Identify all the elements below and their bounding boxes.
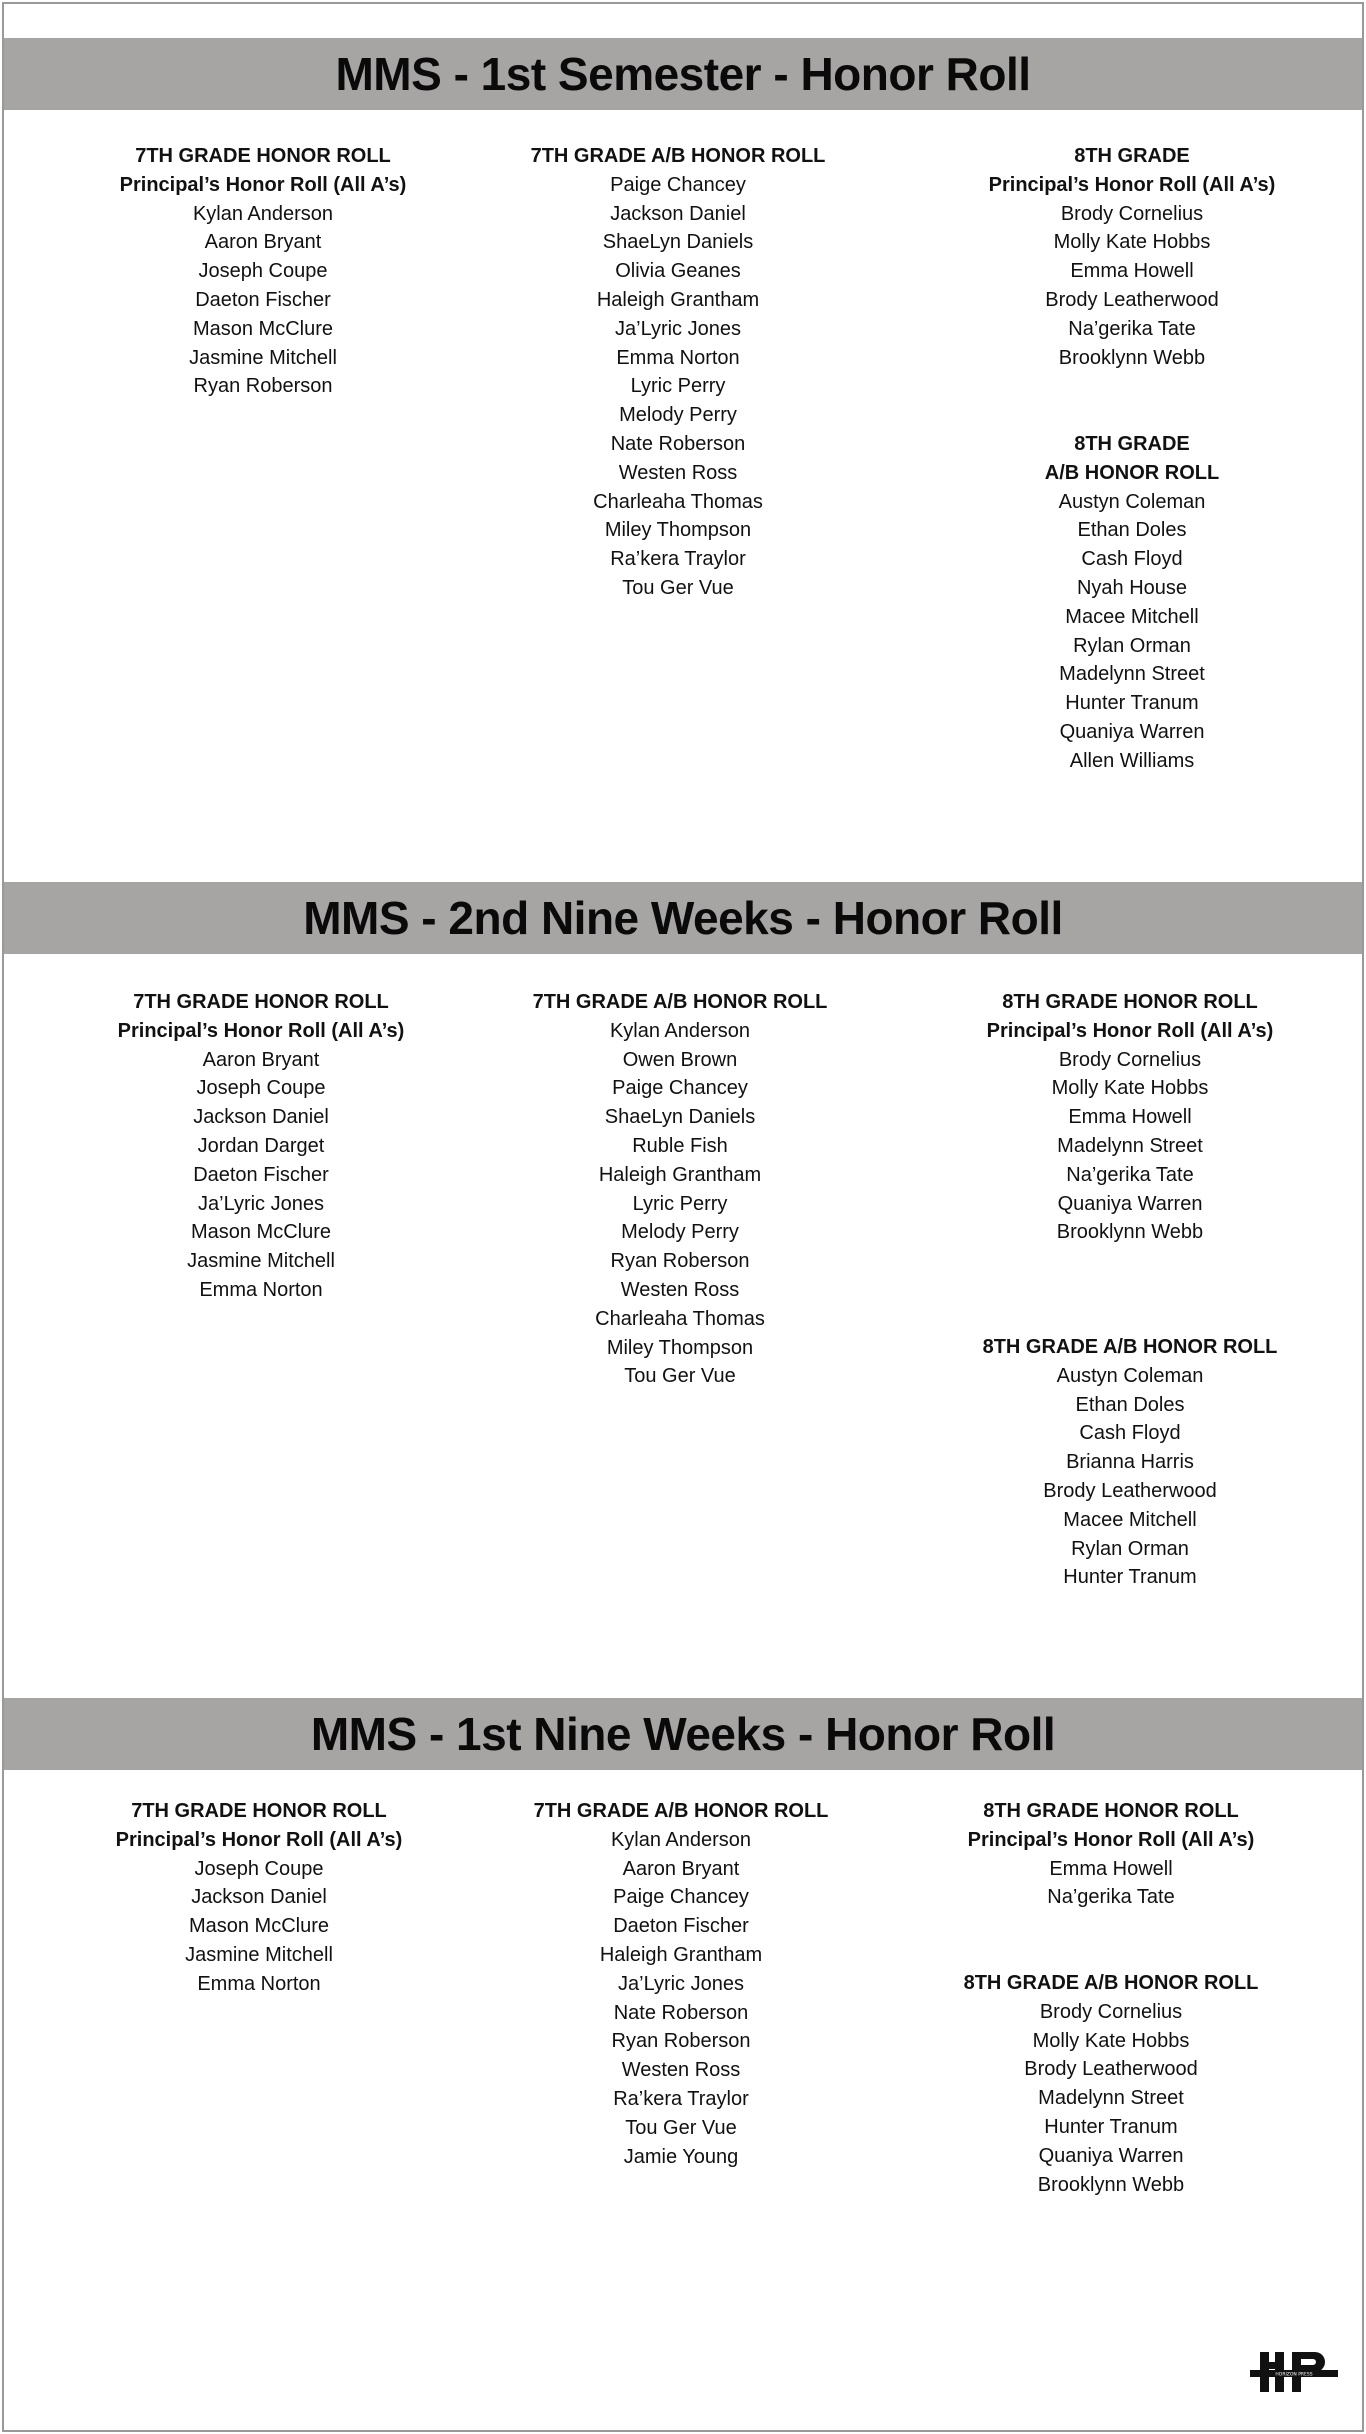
student-name: Macee Mitchell — [1065, 605, 1199, 628]
student-name: Austyn Coleman — [1056, 1364, 1204, 1387]
student-name: Ryan Roberson — [611, 2030, 751, 2053]
student-name: Mason McClure — [188, 1915, 330, 1938]
student-name: Joseph Coupe — [194, 1857, 324, 1880]
student-name: ShaeLyn Daniels — [604, 1106, 756, 1129]
student-name: Ja’Lyric Jones — [618, 1972, 744, 1995]
student-name: Ethan Doles — [1075, 1393, 1185, 1416]
student-name: Emma Howell — [1070, 260, 1194, 283]
student-name: Nyah House — [1076, 576, 1188, 599]
section-banner-1st-nine-weeks — [4, 1698, 1362, 1770]
student-name: Brianna Harris — [1066, 1451, 1194, 1474]
list-heading: 8TH GRADE A/B HONOR ROLL — [963, 1972, 1259, 1994]
student-name: Brody Cornelius — [1039, 2000, 1183, 2023]
list-heading: 7TH GRADE A/B HONOR ROLL — [532, 991, 828, 1013]
student-name: Jackson Daniel — [610, 202, 746, 225]
student-name: Aaron Bryant — [204, 231, 322, 254]
student-name: Haleigh Grantham — [596, 288, 760, 311]
list-8th-principals-honor-roll — [910, 988, 1350, 1247]
student-name: Hunter Tranum — [1065, 692, 1199, 715]
list-heading: Principal’s Honor Roll (All A’s) — [986, 1019, 1274, 1042]
list-heading: Principal’s Honor Roll (All A’s) — [119, 173, 407, 196]
student-name: Jasmine Mitchell — [187, 1250, 335, 1273]
student-name: Emma Howell — [1068, 1106, 1192, 1129]
student-name: Quaniya Warren — [1059, 720, 1205, 743]
section-banner-2nd-nine-weeks — [4, 882, 1362, 954]
student-name: Brody Cornelius — [1058, 1048, 1202, 1071]
student-name: Westen Ross — [620, 1278, 740, 1301]
student-name: Brody Leatherwood — [1045, 288, 1219, 311]
list-heading: Principal’s Honor Roll (All A’s) — [967, 1828, 1255, 1851]
student-name: Paige Chancey — [612, 1077, 748, 1100]
student-name: Melody Perry — [619, 404, 737, 427]
student-name: Molly Kate Hobbs — [1053, 231, 1211, 254]
list-heading: 7TH GRADE A/B HONOR ROLL — [530, 145, 826, 167]
student-name: Ethan Doles — [1077, 519, 1187, 542]
list-heading: 8TH GRADE — [1074, 433, 1190, 455]
svg-text:HORIZON PRESS: HORIZON PRESS — [1275, 2372, 1313, 2378]
list-heading: Principal’s Honor Roll (All A’s) — [115, 1828, 403, 1851]
student-name: ShaeLyn Daniels — [602, 231, 754, 254]
student-name: Cash Floyd — [1081, 548, 1183, 571]
student-name: Charleaha Thomas — [593, 490, 763, 513]
student-name: Hunter Tranum — [1044, 2115, 1178, 2138]
student-name: Haleigh Grantham — [599, 1943, 763, 1966]
student-name: Ra’kera Traylor — [610, 548, 746, 571]
list-heading: Principal’s Honor Roll (All A’s) — [117, 1019, 405, 1042]
student-name: Westen Ross — [621, 2059, 741, 2082]
student-name: Austyn Coleman — [1058, 490, 1206, 513]
student-name: Jackson Daniel — [193, 1106, 329, 1129]
list-heading: 7TH GRADE HONOR ROLL — [131, 1800, 387, 1822]
student-name: Miley Thompson — [604, 519, 752, 542]
student-name: Madelynn Street — [1038, 2087, 1184, 2110]
section-title: MMS - 1st Semester - Honor Roll — [335, 48, 1031, 100]
student-name: Ryan Roberson — [193, 375, 333, 398]
list-heading: 7TH GRADE HONOR ROLL — [135, 145, 391, 167]
student-name: Joseph Coupe — [198, 260, 328, 283]
student-name: Na’gerika Tate — [1066, 1163, 1194, 1186]
hp-logo-icon — [1250, 2348, 1338, 2394]
student-name: Joseph Coupe — [196, 1077, 326, 1100]
student-name: Westen Ross — [618, 461, 738, 484]
student-name: Nate Roberson — [613, 2001, 749, 2024]
student-name: Hunter Tranum — [1063, 1566, 1197, 1589]
list-7th-honor-roll — [39, 1797, 479, 1999]
student-name: Aaron Bryant — [202, 1048, 320, 1071]
list-8th-principals-honor-roll — [891, 1797, 1331, 1912]
list-7th-honor-roll — [43, 142, 483, 401]
student-name: Emma Howell — [1049, 1857, 1173, 1880]
student-name: Haleigh Grantham — [598, 1163, 762, 1186]
list-7th-honor-roll — [41, 988, 481, 1305]
student-name: Rylan Orman — [1071, 1537, 1189, 1560]
student-name: Ja’Lyric Jones — [615, 317, 741, 340]
student-name: Molly Kate Hobbs — [1051, 1077, 1209, 1100]
student-name: Ryan Roberson — [610, 1250, 750, 1273]
student-name: Brody Leatherwood — [1024, 2058, 1198, 2081]
student-name: Emma Norton — [616, 346, 740, 369]
student-name: Mason McClure — [192, 317, 334, 340]
student-name: Aaron Bryant — [622, 1857, 740, 1880]
student-name: Tou Ger Vue — [625, 2116, 737, 2139]
student-name: Lyric Perry — [630, 375, 726, 398]
student-name: Miley Thompson — [606, 1336, 754, 1359]
student-name: Quaniya Warren — [1038, 2144, 1184, 2167]
section-banner-1st-semester — [4, 38, 1362, 110]
student-name: Molly Kate Hobbs — [1032, 2029, 1190, 2052]
student-name: Madelynn Street — [1057, 1134, 1203, 1157]
student-name: Charleaha Thomas — [595, 1307, 765, 1330]
student-name: Tou Ger Vue — [622, 576, 734, 599]
list-heading: 7TH GRADE A/B HONOR ROLL — [533, 1800, 829, 1822]
student-name: Melody Perry — [621, 1221, 739, 1244]
student-name: Brooklynn Webb — [1037, 2173, 1185, 2196]
student-name: Nate Roberson — [610, 432, 746, 455]
student-name: Lyric Perry — [632, 1192, 728, 1215]
list-heading: 8TH GRADE — [1074, 145, 1190, 167]
list-8th-ab-honor-roll — [910, 1333, 1350, 1592]
list-heading: Principal’s Honor Roll (All A’s) — [988, 173, 1276, 196]
student-name: Cash Floyd — [1079, 1422, 1181, 1445]
list-8th-principals-honor-roll — [912, 142, 1352, 372]
student-name: Brooklynn Webb — [1058, 346, 1206, 369]
list-heading: A/B HONOR ROLL — [1044, 461, 1220, 484]
student-name: Daeton Fischer — [613, 1915, 749, 1938]
student-name: Daeton Fischer — [193, 1163, 329, 1186]
list-heading: 8TH GRADE HONOR ROLL — [983, 1800, 1239, 1822]
list-7th-ab-honor-roll — [461, 1797, 901, 2171]
student-name: Owen Brown — [622, 1048, 738, 1071]
student-name: Na’gerika Tate — [1047, 1886, 1175, 1909]
student-name: Kylan Anderson — [610, 1828, 752, 1851]
list-8th-ab-honor-roll — [891, 1969, 1331, 2199]
list-7th-ab-honor-roll — [458, 142, 898, 603]
student-name: Tou Ger Vue — [624, 1365, 736, 1388]
student-name: Ra’kera Traylor — [613, 2087, 749, 2110]
student-name: Rylan Orman — [1073, 634, 1191, 657]
student-name: Jasmine Mitchell — [185, 1943, 333, 1966]
section-title: MMS - 1st Nine Weeks - Honor Roll — [310, 1708, 1056, 1760]
student-name: Jasmine Mitchell — [189, 346, 337, 369]
list-heading: 8TH GRADE A/B HONOR ROLL — [982, 1336, 1278, 1358]
list-7th-ab-honor-roll — [460, 988, 900, 1391]
student-name: Brooklynn Webb — [1056, 1221, 1204, 1244]
list-8th-ab-honor-roll — [912, 430, 1352, 776]
student-name: Ruble Fish — [632, 1134, 728, 1157]
student-name: Na’gerika Tate — [1068, 317, 1196, 340]
student-name: Brody Cornelius — [1060, 202, 1204, 225]
student-name: Emma Norton — [199, 1278, 323, 1301]
student-name: Mason McClure — [190, 1221, 332, 1244]
student-name: Jamie Young — [623, 2145, 739, 2168]
list-heading: 7TH GRADE HONOR ROLL — [133, 991, 389, 1013]
student-name: Brody Leatherwood — [1043, 1479, 1217, 1502]
student-name: Paige Chancey — [613, 1886, 749, 1909]
student-name: Ja’Lyric Jones — [198, 1192, 324, 1215]
student-name: Allen Williams — [1069, 749, 1195, 772]
student-name: Quaniya Warren — [1057, 1192, 1203, 1215]
student-name: Paige Chancey — [610, 173, 746, 196]
student-name: Emma Norton — [197, 1972, 321, 1995]
student-name: Macee Mitchell — [1063, 1508, 1197, 1531]
list-heading: 8TH GRADE HONOR ROLL — [1002, 991, 1258, 1013]
section-title: MMS - 2nd Nine Weeks - Honor Roll — [303, 892, 1063, 944]
student-name: Kylan Anderson — [192, 202, 334, 225]
student-name: Kylan Anderson — [609, 1019, 751, 1042]
student-name: Daeton Fischer — [195, 288, 331, 311]
student-name: Olivia Geanes — [615, 260, 741, 283]
student-name: Jackson Daniel — [191, 1886, 327, 1909]
student-name: Madelynn Street — [1059, 663, 1205, 686]
student-name: Jordan Darget — [197, 1134, 325, 1157]
